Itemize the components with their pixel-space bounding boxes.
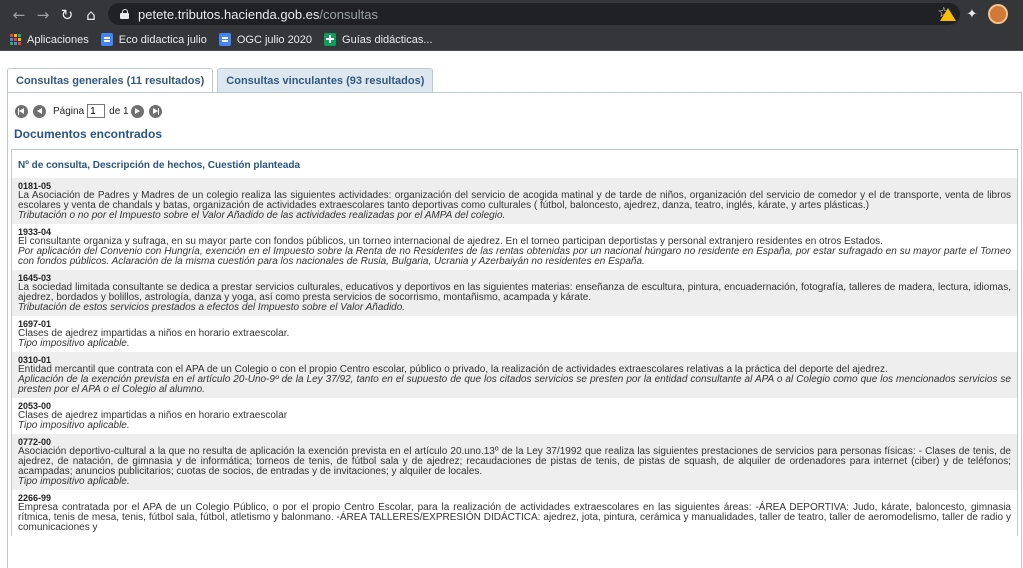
last-page-icon[interactable] bbox=[149, 105, 162, 118]
consulta-number[interactable]: 0772-00 bbox=[18, 437, 52, 447]
results-tabs bbox=[7, 68, 437, 93]
results-panel bbox=[7, 92, 1022, 568]
apps-grid-icon bbox=[10, 34, 21, 45]
consulta-description: La Asociación de Padres y Madres de un colegio realiza las siguientes actividades: organización del servicio de acogida matinal y de tarde de niños, organización del servicio de comedor y el de transporte, venta de libros escolares y venta de chandals y batas, organización de actividades extraescolares tanto deportivas como culturales ( fútbol, baloncesto, ajedrez, danza, teatro, inglés, kárate, y artes plásticas.) bbox=[18, 190, 1011, 211]
consulta-number[interactable]: 1645-03 bbox=[18, 273, 52, 283]
page-content bbox=[0, 52, 1023, 568]
tab-consultas-generales[interactable]: Consultas generales (11 resultados) bbox=[7, 68, 213, 93]
consulta-description: La sociedad limitada consultante se dedica a prestar servicios culturales, educativos y deportivos en las siguientes materias: enseñanza de escultura, pintura, encuadernación, fotografía, talleres de madera, lectura, idiomas, ajedrez, bordados y bolillos, astrología, danza y yoga, así como presta servicios de socorrismo, montañismo, acampada y kárate. bbox=[18, 282, 1011, 303]
result-row[interactable] bbox=[12, 490, 1017, 536]
browser-toolbar bbox=[0, 0, 1023, 29]
consulta-question: Tipo impositivo aplicable. bbox=[18, 476, 130, 487]
home-icon[interactable]: ⌂ bbox=[86, 5, 96, 24]
consulta-description: Clases de ajedrez impartidas a niños en horario extraescolar. bbox=[18, 328, 290, 339]
consulta-number[interactable]: 1697-01 bbox=[18, 319, 52, 329]
results-table bbox=[11, 149, 1018, 536]
section-title: Documentos encontrados bbox=[14, 127, 163, 141]
back-arrow-icon[interactable]: ← bbox=[12, 5, 26, 24]
page-number-input[interactable] bbox=[87, 104, 105, 118]
page-label: Página bbox=[53, 105, 85, 117]
consulta-question: Tributación o no por el Impuesto sobre el Valor Añadido de las actividades realizadas por el AMPA del colegio. bbox=[18, 210, 506, 221]
bookmark-label: Eco didactica julio bbox=[118, 33, 207, 46]
tab-consultas-vinculantes[interactable]: Consultas vinculantes (93 resultados) bbox=[217, 68, 433, 93]
consulta-number[interactable]: 2266-99 bbox=[18, 493, 52, 503]
consulta-description: Empresa contratada por el APA de un Colegio Público, o por el propio Centro Escolar, para la realización de actividades extraescolares en las siguientes áreas: -ÁREA DEPORTIVA: Judo, kárate, baloncesto, gimnasia rítmica, tenis de mesa, tenis, fútbol sala, fútbol, atletismo y balonmano. -ÁREA TALLERES/EXPRESIÓN DIDÁCTICA: ajedrez, jota, pintura, cerámica y manualidades, taller de teatro, taller de aeromodelismo, taller de radio y comunicaciones y bbox=[18, 502, 1011, 533]
consulta-number[interactable]: 0181-05 bbox=[18, 181, 52, 191]
consulta-number[interactable]: 1933-04 bbox=[18, 227, 52, 237]
bookmark-aplicaciones[interactable] bbox=[10, 34, 89, 46]
first-page-icon[interactable] bbox=[15, 105, 28, 118]
profile-avatar[interactable] bbox=[988, 4, 1008, 24]
consulta-number[interactable]: 0310-01 bbox=[18, 355, 52, 365]
extensions-puzzle-icon[interactable]: ✦ bbox=[966, 6, 978, 22]
result-row[interactable] bbox=[12, 316, 1017, 352]
consulta-question: Tipo impositivo aplicable. bbox=[18, 420, 130, 431]
page-total-label: de 1 bbox=[109, 105, 129, 117]
google-drive-icon[interactable] bbox=[939, 5, 957, 23]
google-docs-icon bbox=[219, 33, 231, 46]
address-bar[interactable] bbox=[108, 3, 960, 25]
bookmark-label: Guías didácticas... bbox=[342, 33, 433, 46]
consulta-description: El consultante organiza y sufraga, en su mayor parte con fondos públicos, un torneo internacional de ajedrez. En el torneo participan deportistas y personal extranjero residentes en otros Estados. bbox=[18, 236, 883, 247]
consulta-question: Aplicación de la exención prevista en el artículo 20-Uno-9º de la Ley 37/92, tanto en el supuesto de que los citados servicios se presten por la entidad consultante al APA o al Colegio como que los mencionados servicios se presten por el APA o el Colegio al alumno. bbox=[18, 374, 1011, 395]
previous-page-icon[interactable] bbox=[33, 105, 46, 118]
google-sheets-icon bbox=[324, 33, 336, 46]
bookmark-label: Aplicaciones bbox=[27, 33, 89, 46]
result-row[interactable] bbox=[12, 398, 1017, 434]
bookmarks-bar bbox=[0, 29, 1023, 51]
result-row[interactable] bbox=[12, 224, 1017, 270]
google-docs-icon bbox=[101, 33, 113, 46]
bookmark-eco-didactica[interactable] bbox=[101, 33, 207, 46]
result-row[interactable] bbox=[12, 434, 1017, 490]
results-header: Nº de consulta, Descripción de hechos, Cuestión planteada bbox=[18, 160, 301, 171]
consulta-question: Tributación de estos servicios prestados a efectos del Impuesto sobre el Valor Añadido. bbox=[18, 302, 406, 313]
url-text: petete.tributos.hacienda.gob.es/consultas bbox=[138, 6, 378, 22]
consulta-description: Asociación deportivo-cultural a la que no resulta de aplicación la exención prevista en el artículo 20.uno.13º de la Ley 37/1992 que realiza las siguientes prestaciones de servicios para personas físicas: - Clases de tenis, de ajedrez, de natación, de gimnasia y de informática; torneos de tenis, de fútbol sala y de ajedrez; recaudaciones de pistas de tenis, de pistas de squash, de alquiler de ordenadores para internet (ciber) y de teléfonos; acampadas; anuncios publicitarios; cuotas de socios, de entradas y de invitaciones; y alquiler de locales. bbox=[18, 446, 1011, 477]
consulta-question: Tipo impositivo aplicable. bbox=[18, 338, 130, 349]
bookmark-ogc-julio[interactable] bbox=[219, 33, 312, 46]
next-page-icon[interactable] bbox=[131, 105, 144, 118]
consulta-number[interactable]: 2053-00 bbox=[18, 401, 52, 411]
bookmark-label: OGC julio 2020 bbox=[236, 33, 313, 46]
bookmark-star-icon[interactable]: ☆ bbox=[937, 5, 950, 21]
result-row[interactable] bbox=[12, 178, 1017, 224]
consulta-question: Por aplicación del Convenio con Hungría, exención en el Impuesto sobre la Renta de no Residentes de las rentas obtenidas por un nacional húngaro no residente en España, por estar sufragado en su mayor parte el Torneo con fondos públicos. Aclaración de la misma cuestión para los nacionales de Rusia, Bulgaria, Ucrania y Azerbaiyán no residentes en España. bbox=[18, 246, 1011, 267]
bookmark-guias-didacticas[interactable] bbox=[324, 33, 433, 46]
forward-arrow-icon[interactable]: → bbox=[36, 5, 50, 24]
pagination bbox=[15, 104, 167, 118]
consulta-description: Entidad mercantil que contrata con el APA de un Colegio o con el propio Centro escolar, público o privado, la realización de actividades extraescolares relativas a la práctica del deporte del ajedrez. bbox=[18, 364, 888, 375]
result-row[interactable] bbox=[12, 352, 1017, 398]
result-row[interactable] bbox=[12, 270, 1017, 316]
reload-icon[interactable]: ↻ bbox=[60, 5, 74, 24]
lock-icon bbox=[120, 9, 129, 19]
consulta-description: Clases de ajedrez impartidas a niños en horario extraescolar bbox=[18, 410, 288, 421]
